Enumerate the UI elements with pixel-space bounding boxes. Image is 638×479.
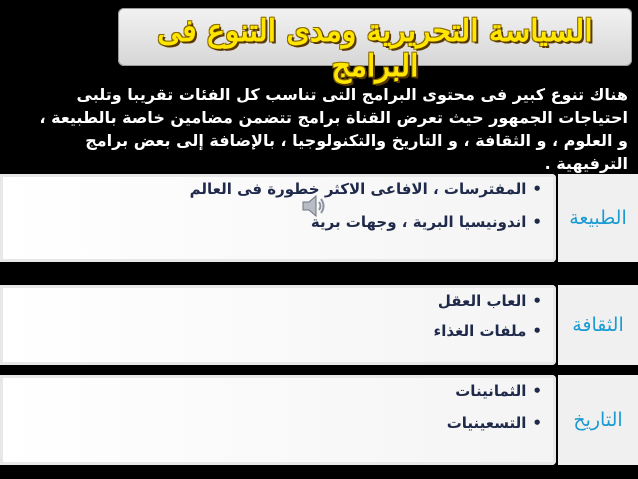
bullet: • [532, 322, 542, 340]
list-item: •ملفات الغذاء [433, 322, 542, 340]
bullet: • [532, 292, 542, 310]
bullet: • [532, 382, 542, 400]
intro-line: احتياجات الجمهور حيث تعرض القناة برامج تتضمن مضامين خاصة بالطبيعة ، [39, 108, 628, 127]
category-label-culture: الثقافة [558, 285, 638, 365]
category-label-history: التاريخ [558, 375, 638, 465]
speaker-icon[interactable] [300, 193, 326, 219]
intro-paragraph [12, 83, 628, 175]
list-item: •العاب العقل [437, 292, 542, 310]
bullet: • [532, 180, 542, 198]
category-label-nature: الطبيعة [558, 174, 638, 262]
slide-title: السياسة التحريرية ومدى التنوع فى البرامج [157, 14, 593, 84]
list-item: •التسعينيات [446, 414, 542, 432]
list-item: •المفترسات ، الافاعى الاكثر خطورة فى العالم [189, 180, 542, 198]
list-item: •اندونيسيا البرية ، وجهات برية [310, 213, 542, 231]
list-item: •الثمانينات [455, 382, 542, 400]
intro-line: الترفيهية . [544, 154, 628, 173]
bullet: • [532, 213, 542, 231]
title-banner [118, 8, 632, 84]
intro-line: و العلوم ، و الثقافة ، و التاريخ والتكنولوجيا ، بالإضافة إلى بعض برامج [85, 131, 628, 150]
bullet: • [532, 414, 542, 432]
intro-line: هناك تنوع كبير فى محتوى البرامج التى تناسب كل الفئات تقريبا وتلبى [76, 85, 628, 104]
